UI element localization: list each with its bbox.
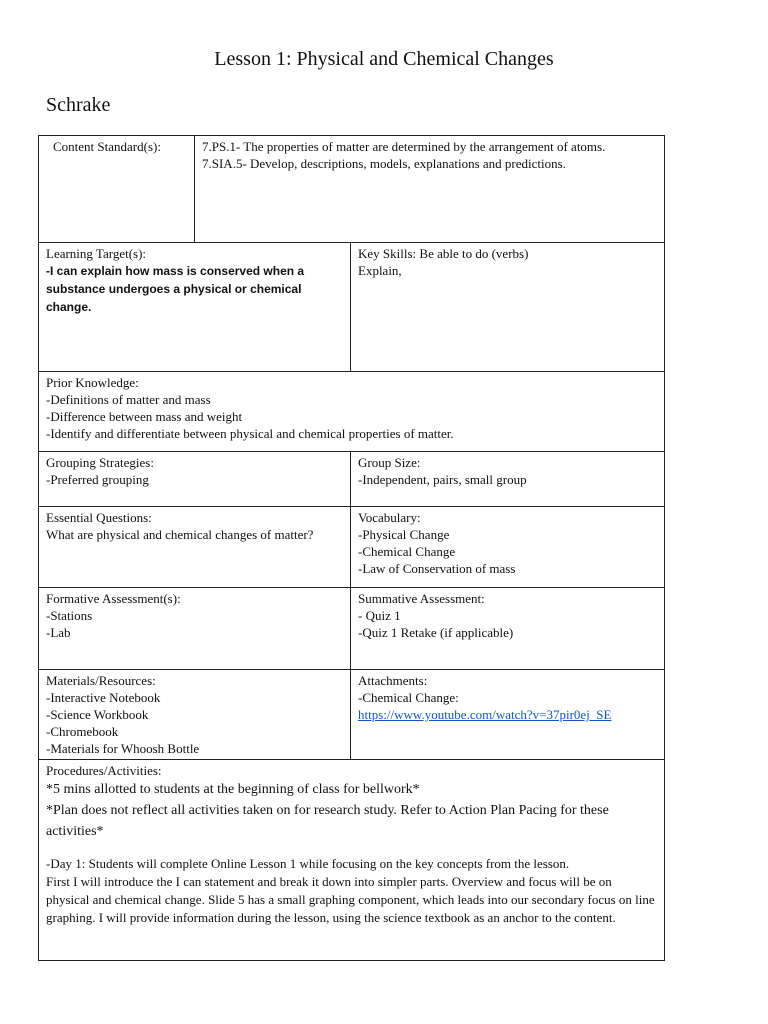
key-skill-item: Explain, xyxy=(358,263,402,278)
prior-knowledge-item: -Difference between mass and weight xyxy=(46,409,243,424)
materials-cell xyxy=(39,670,351,760)
row-assessments xyxy=(39,588,665,670)
grouping-strategies-cell xyxy=(39,452,351,507)
formative-assessment-item: -Stations xyxy=(46,608,93,623)
row-prior-knowledge xyxy=(39,372,665,452)
procedures-cell xyxy=(39,760,665,961)
prior-knowledge-item: -Definitions of matter and mass xyxy=(46,392,211,407)
key-skills-label: Key Skills: Be able to do (verbs) xyxy=(358,246,529,261)
content-standards-label: Content Standard(s): xyxy=(39,136,195,243)
essential-questions-cell xyxy=(39,507,351,588)
vocabulary-label: Vocabulary: xyxy=(358,510,421,525)
summative-assessment-item: -Quiz 1 Retake (if applicable) xyxy=(358,625,514,640)
group-size-label: Group Size: xyxy=(358,455,421,470)
material-item: -Science Workbook xyxy=(46,707,149,722)
material-item: -Materials for Whoosh Bottle xyxy=(46,741,200,756)
procedures-label: Procedures/Activities: xyxy=(46,763,162,778)
attachments-label: Attachments: xyxy=(358,673,428,688)
learning-targets-cell xyxy=(39,243,351,372)
prior-knowledge-cell xyxy=(39,372,665,452)
prior-knowledge-label: Prior Knowledge: xyxy=(46,375,139,390)
procedure-description: First I will introduce the I can statement and break it down into simpler parts. Overview and focus will be on physical and chemical change. Slide 5 has a small graphing component, which leads into our secondary focus on line graphing. I will provide information during the lesson, using the science textbook as an anchor to the content. xyxy=(46,874,655,925)
group-size-item: -Independent, pairs, small group xyxy=(358,472,527,487)
row-grouping xyxy=(39,452,665,507)
row-essential-questions xyxy=(39,507,665,588)
vocabulary-item: -Law of Conservation of mass xyxy=(358,561,516,576)
vocabulary-cell xyxy=(351,507,665,588)
row-procedures xyxy=(39,760,665,961)
page-title: Lesson 1: Physical and Chemical Changes xyxy=(214,48,554,70)
attachment-video-link[interactable]: https://www.youtube.com/watch?v=37pir0ej_SE xyxy=(358,707,612,722)
attachment-item-label: -Chemical Change: xyxy=(358,690,459,705)
attachments-cell xyxy=(351,670,665,760)
summative-assessment-label: Summative Assessment: xyxy=(358,591,485,606)
procedure-note: *5 mins allotted to students at the beginning of class for bellwork* xyxy=(46,782,420,797)
author-name: Schrake xyxy=(46,94,111,116)
vocabulary-item: -Chemical Change xyxy=(358,544,456,559)
procedure-note: *Plan does not reflect all activities taken on for research study. Refer to Action Plan Pacing for these activities* xyxy=(46,803,609,839)
prior-knowledge-item: -Identify and differentiate between physical and chemical properties of matter. xyxy=(46,426,454,441)
paragraph-gap xyxy=(46,842,657,855)
lesson-plan-table xyxy=(38,135,665,961)
material-item: -Chromebook xyxy=(46,724,119,739)
content-standards-cell xyxy=(195,136,665,243)
formative-assessment-label: Formative Assessment(s): xyxy=(46,591,181,606)
content-standard-item: 7.SIA.5- Develop, descriptions, models, explanations and predictions. xyxy=(202,156,566,171)
learning-target-text: -I can explain how mass is conserved when a xyxy=(46,264,305,278)
summative-assessment-cell xyxy=(351,588,665,670)
grouping-strategy-item: -Preferred grouping xyxy=(46,472,149,487)
formative-assessment-item: -Lab xyxy=(46,625,71,640)
summative-assessment-item: - Quiz 1 xyxy=(358,608,401,623)
key-skills-cell xyxy=(351,243,665,372)
materials-label: Materials/Resources: xyxy=(46,673,156,688)
group-size-cell xyxy=(351,452,665,507)
procedure-day-1: -Day 1: Students will complete Online Lesson 1 while focusing on the key concepts from the lesson. xyxy=(46,856,570,871)
row-content-standards xyxy=(39,136,665,243)
material-item: -Interactive Notebook xyxy=(46,690,161,705)
row-learning-targets xyxy=(39,243,665,372)
row-materials xyxy=(39,670,665,760)
content-standard-item: 7.PS.1- The properties of matter are determined by the arrangement of atoms. xyxy=(202,139,606,154)
learning-target-text: substance undergoes a physical or chemical change. xyxy=(46,282,302,314)
vocabulary-item: -Physical Change xyxy=(358,527,450,542)
essential-questions-label: Essential Questions: xyxy=(46,510,152,525)
formative-assessment-cell xyxy=(39,588,351,670)
grouping-strategies-label: Grouping Strategies: xyxy=(46,455,154,470)
essential-question-item: What are physical and chemical changes of matter? xyxy=(46,527,314,542)
learning-targets-label: Learning Target(s): xyxy=(46,246,147,261)
